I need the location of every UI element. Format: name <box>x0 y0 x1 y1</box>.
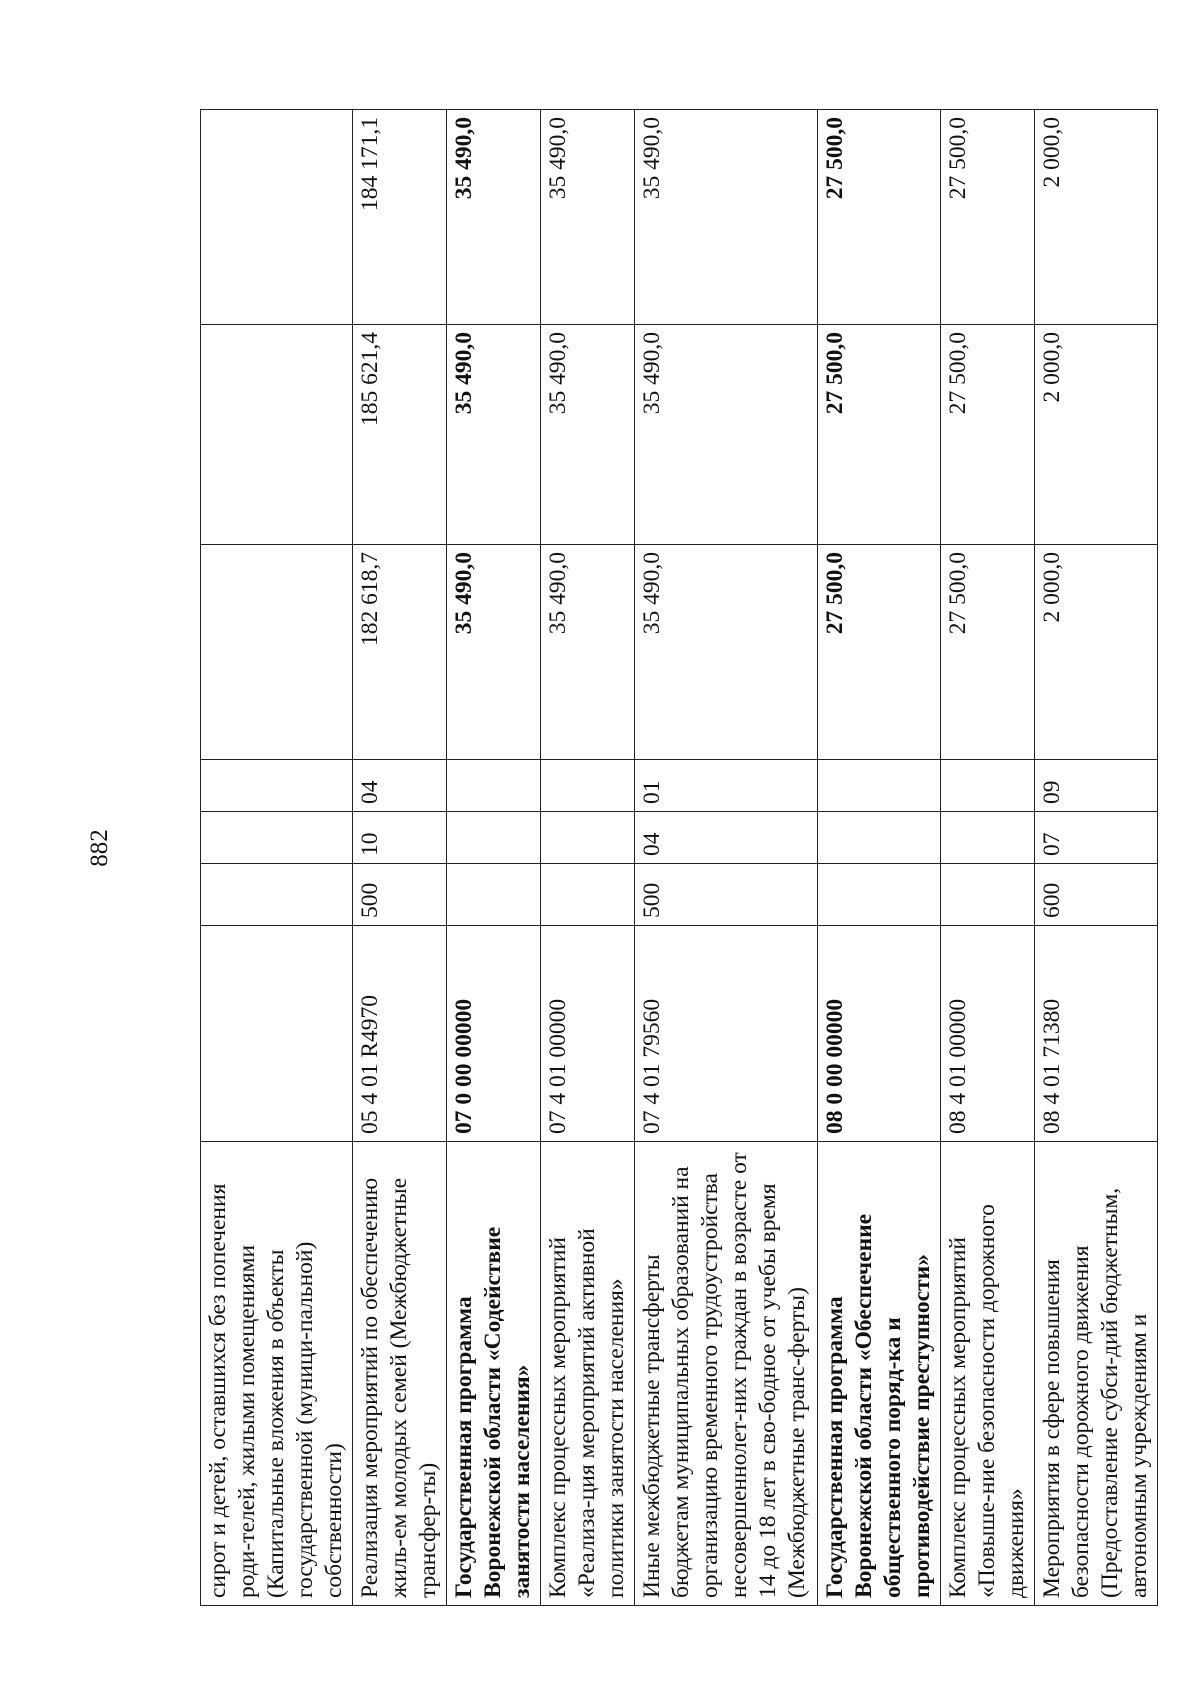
cell-year1: 27 500,0 <box>818 545 941 760</box>
cell-name: Комплекс процессных мероприятий «Повыше-ние безопасности дорожного движения» <box>941 1142 1035 1606</box>
cell-pr <box>447 760 541 812</box>
cell-rz <box>201 812 353 864</box>
cell-code: 05 4 01 R4970 <box>353 926 447 1142</box>
table-row <box>201 110 353 1606</box>
cell-year3 <box>201 110 353 325</box>
cell-rz: 04 <box>635 812 818 864</box>
cell-name: Государственная программа Воронежской области «Содействие занятости населения» <box>447 1142 541 1606</box>
budget-table <box>200 109 1158 1606</box>
cell-year2: 35 490,0 <box>635 325 818 545</box>
cell-code: 07 4 01 00000 <box>541 926 635 1142</box>
cell-rz: 10 <box>353 812 447 864</box>
cell-vr: 600 <box>1035 864 1158 926</box>
cell-pr <box>818 760 941 812</box>
cell-code: 08 4 01 71380 <box>1035 926 1158 1142</box>
rotated-table-wrapper <box>200 110 1152 1606</box>
cell-pr: 04 <box>353 760 447 812</box>
cell-year1: 182 618,7 <box>353 545 447 760</box>
cell-year3: 2 000,0 <box>1035 110 1158 325</box>
cell-year1 <box>201 545 353 760</box>
cell-rz <box>447 812 541 864</box>
cell-vr: 500 <box>635 864 818 926</box>
cell-code: 07 4 01 79560 <box>635 926 818 1142</box>
table-row <box>818 110 941 1606</box>
cell-rz: 07 <box>1035 812 1158 864</box>
cell-pr <box>941 760 1035 812</box>
cell-year3: 184 171,1 <box>353 110 447 325</box>
cell-name: Реализация мероприятий по обеспечению жиль-ем молодых семей (Межбюджетные трансфер-ты) <box>353 1142 447 1606</box>
cell-name: Мероприятия в сфере повышения безопасности дорожного движения (Предоставление субси-дий бюджетным, автономным учреждениям и <box>1035 1142 1158 1606</box>
cell-year3: 27 500,0 <box>818 110 941 325</box>
cell-code: 08 4 01 00000 <box>941 926 1035 1142</box>
cell-year1: 27 500,0 <box>941 545 1035 760</box>
cell-pr: 09 <box>1035 760 1158 812</box>
cell-vr <box>201 864 353 926</box>
cell-code: 07 0 00 00000 <box>447 926 541 1142</box>
page-number: 882 <box>86 829 113 867</box>
cell-year1: 35 490,0 <box>447 545 541 760</box>
cell-year2: 35 490,0 <box>541 325 635 545</box>
cell-code <box>201 926 353 1142</box>
table-row <box>541 110 635 1606</box>
table-row <box>941 110 1035 1606</box>
cell-year3: 35 490,0 <box>447 110 541 325</box>
table-row <box>1035 110 1158 1606</box>
cell-year1: 2 000,0 <box>1035 545 1158 760</box>
cell-rz <box>818 812 941 864</box>
cell-name: Иные межбюджетные трансферты бюджетам муниципальных образований на организацию временного трудоустройства несовершеннолет-них граждан в возрасте от 14 до 18 лет в сво-бодное от учебы время (Межбюджетные транс-ферты) <box>635 1142 818 1606</box>
cell-vr <box>818 864 941 926</box>
cell-vr <box>541 864 635 926</box>
cell-year3: 35 490,0 <box>635 110 818 325</box>
cell-vr <box>941 864 1035 926</box>
cell-year2: 35 490,0 <box>447 325 541 545</box>
table-row <box>447 110 541 1606</box>
table-row <box>635 110 818 1606</box>
cell-rz <box>541 812 635 864</box>
cell-year2: 27 500,0 <box>818 325 941 545</box>
cell-pr <box>201 760 353 812</box>
cell-year3: 35 490,0 <box>541 110 635 325</box>
cell-year1: 35 490,0 <box>541 545 635 760</box>
cell-pr <box>541 760 635 812</box>
cell-code: 08 0 00 00000 <box>818 926 941 1142</box>
table-body <box>201 110 1158 1606</box>
cell-name: Государственная программа Воронежской области «Обеспечение общественного поряд-ка и противодействие преступности» <box>818 1142 941 1606</box>
cell-name: сирот и детей, оставшихся без попечения роди-телей, жилыми помещениями (Капитальные вложения в объекты государственной (муници-пальной) собственности) <box>201 1142 353 1606</box>
cell-year2: 27 500,0 <box>941 325 1035 545</box>
cell-rz <box>941 812 1035 864</box>
cell-year2: 2 000,0 <box>1035 325 1158 545</box>
table-row <box>353 110 447 1606</box>
cell-year2: 185 621,4 <box>353 325 447 545</box>
cell-year1: 35 490,0 <box>635 545 818 760</box>
cell-year2 <box>201 325 353 545</box>
cell-vr: 500 <box>353 864 447 926</box>
cell-pr: 01 <box>635 760 818 812</box>
cell-year3: 27 500,0 <box>941 110 1035 325</box>
cell-name: Комплекс процессных мероприятий «Реализа-ция мероприятий активной политики занятости населения» <box>541 1142 635 1606</box>
cell-vr <box>447 864 541 926</box>
